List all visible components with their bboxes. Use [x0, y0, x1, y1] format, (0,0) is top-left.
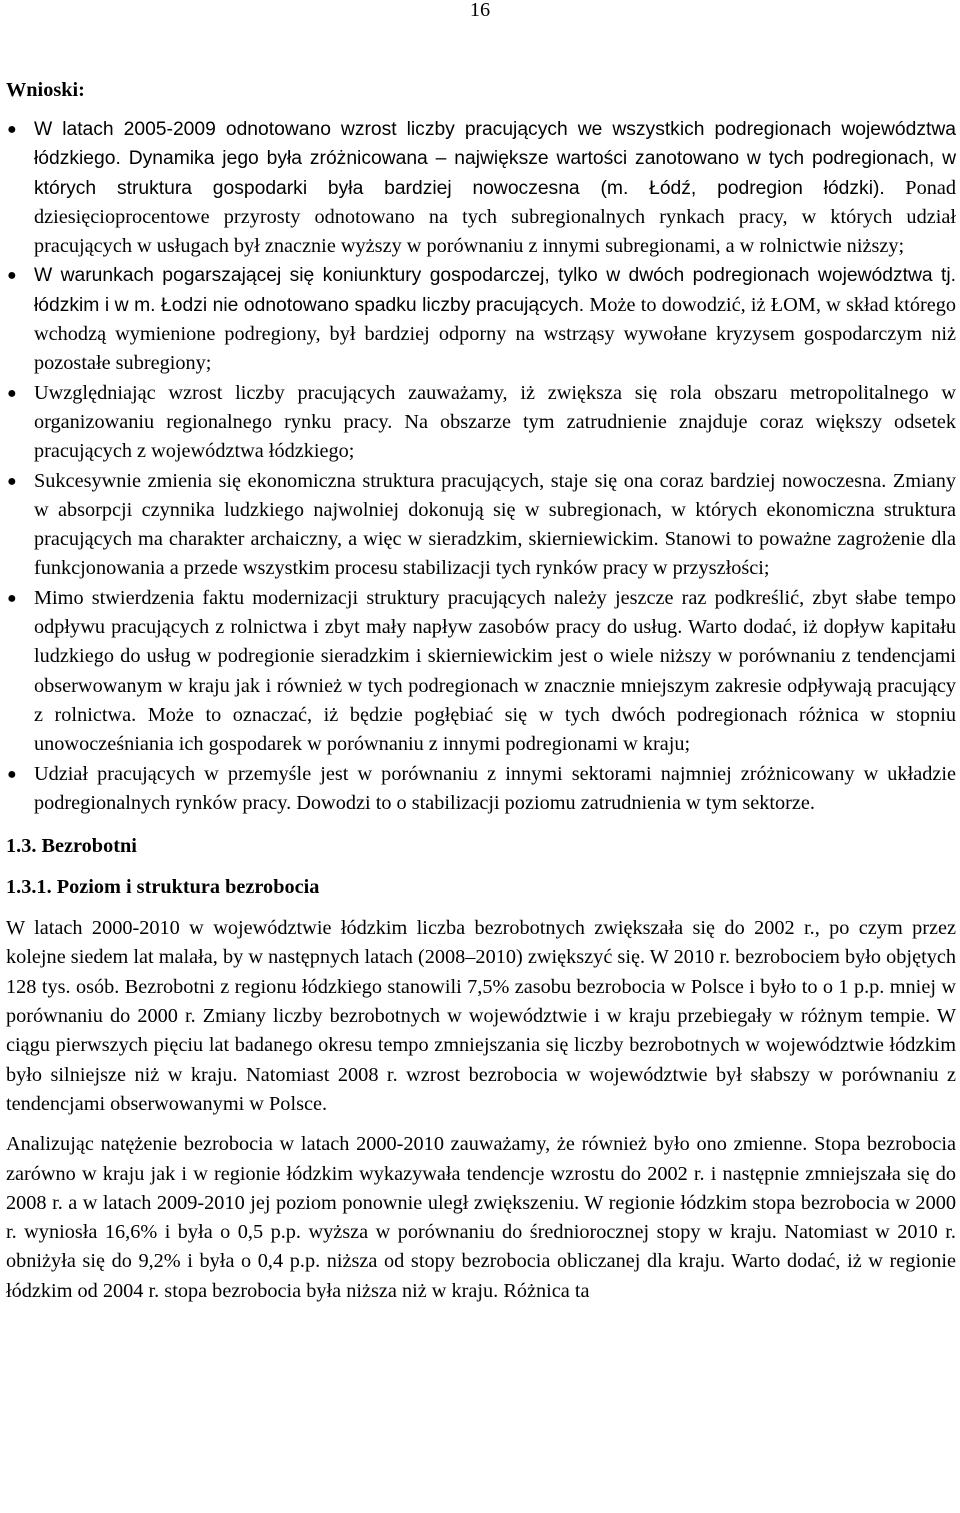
section-heading: 1.3. Bezrobotni: [6, 835, 137, 858]
conclusion-item: [6, 261, 956, 378]
conclusion-text: Warto dodać, iż dopływ kapitału ludzkiego do usług w podregionie sieradzkim i skierniewickim jest o wiele niższy w porównaniu z tendencjami obserwowanym w kraju jak i również w tych podregionach w znacznie mniejszym zakresie odpływają pracujący z rolnictwa. Może to oznaczać, iż będzie pogłębiać się w tych dwóch podregionach różnica w stopniu unowocześniania ich gospodarek w porównaniu z innymi podregionami w kraju;: [34, 616, 956, 756]
bullet-icon: ●: [7, 384, 17, 402]
conclusions-list: [6, 115, 956, 818]
page-number: 16: [469, 0, 491, 21]
paragraph: W latach 2000-2010 w województwie łódzkim liczba bezrobotnych zwiększała się do 2002 r., po czym przez kolejne siedem lat malała, by w następnych latach (2008–2010) zwiększyć się. W 2010 r. bezrobociem było objętych 128 tys. osób. Bezrobotni z regionu łódzkiego stanowili 7,5% zasobu bezrobocia w Polsce i było to o 1 p.p. mniej w porównaniu do 2000 r. Zmiany liczby bezrobotnych w województwie i w kraju przebiegały w różnym tempie. W ciągu pierwszych pięciu lat badanego okresu tempo zmniejszania się liczby bezrobotnych w województwie łódzkim było silniejsze niż w kraju. Natomiast 2008 r. wzrost bezrobocia w województwie był słabszy w porównaniu z tendencjami obserwowanymi w Polsce.: [6, 917, 956, 1115]
subsection-heading: 1.3.1. Poziom i struktura bezrobocia: [6, 876, 320, 899]
conclusion-text-sans: W latach 2005-2009 odnotowano wzrost liczby pracujących we wszystkich podregionach województwa łódzkiego. Dynamika jego była zróżnicowana – największe wartości zanotowano w tych podregionach, w których struktura gospodarki była bardziej nowoczesna (m. Łódź, podregion łódzki).: [34, 119, 956, 199]
conclusion-item: [6, 467, 956, 584]
document-body: [6, 76, 956, 1306]
conclusion-text: Na obszarze tym zatrudnienie znajduje coraz większy odsetek pracujących z województwa łódzkiego;: [34, 410, 957, 463]
bullet-icon: ●: [7, 589, 17, 607]
conclusion-text-a: Mimo stwierdzenia faktu modernizacji struktury pracujących należy jeszcze raz podkreślić, zbyt słabe tempo odpływu pracujących z rolnictwa i zbyt mały napływ zasobów pracy do usług.: [34, 586, 956, 639]
conclusion-text-a: Udział pracujących w przemyśle jest w porównaniu z innymi sektorami najmniej zróżnicowany w układzie podregionalnych rynków pracy.: [34, 762, 956, 814]
bullet-icon: ●: [7, 472, 17, 490]
conclusions-heading: Wnioski:: [6, 79, 85, 101]
conclusion-text-a: Sukcesywnie zmienia się ekonomiczna struktura pracujących, staje się ona coraz bardziej nowoczesna. Zmiany w absorpcji czynnika ludzkiego najwolniej dokonują się w subregionach, w których ekonomiczna struktura pracujących ma charakter archaiczny, a więc w sieradzkim, skierniewickim.: [34, 469, 956, 551]
conclusion-text: Dowodzi to o stabilizacji poziomu zatrudnienia w tym sektorze.: [291, 791, 815, 814]
conclusion-text: Może to dowodzić, iż ŁOM, w skład którego wchodzą wymienione podregiony, był bardziej odporny na wstrząsy wywołane kryzysem gospodarczym niż pozostałe subregiony;: [34, 293, 956, 375]
conclusion-text-a: Uwzględniając wzrost liczby pracujących zauważamy, iż zwiększa się rola obszaru metropolitalnego w organizowaniu regionalnego rynku pracy.: [34, 381, 956, 433]
paragraph: Analizując natężenie bezrobocia w latach 2000-2010 zauważamy, że również było ono zmienne. Stopa bezrobocia zarówno w kraju jak i w regionie łódzkim wykazywała tendencje wzrostu do 2002 r. i następnie zmniejszała się do 2008 r. a w latach 2009-2010 jej poziom ponownie uległ zwiększeniu. W regionie łódzkim stopa bezrobocia w 2000 r. wyniosła 16,6% i była o 0,5 p.p. wyższa w porównaniu do średniorocznej stopy w kraju. Natomiast w 2010 r. obniżyła się do 9,2% i była o 0,4 p.p. niższa od stopy bezrobocia obliczanej dla kraju. Warto dodać, iż w regionie łódzkim od 2004 r. stopa bezrobocia była niższa niż w kraju. Różnica ta: [6, 1133, 956, 1302]
conclusion-item: [6, 760, 956, 819]
bullet-icon: ●: [7, 267, 17, 285]
conclusion-text: Stanowi to poważne zagrożenie dla funkcjonowania a przede wszystkim procesu stabilizacji tych rynków pracy w przyszłości;: [34, 528, 956, 580]
conclusion-text: Ponad dziesięcioprocentowe przyrosty odnotowano na tych subregionalnych rynkach pracy, w których udział pracujących w usługach był znacznie wyższy w porównaniu z innymi subregionami, a w rolnictwie niższy;: [34, 176, 956, 258]
conclusion-item: [6, 584, 956, 760]
bullet-icon: ●: [7, 765, 17, 783]
bullet-icon: ●: [7, 121, 17, 138]
conclusion-text-sans: W warunkach pogarszającej się koniunktury gospodarczej, tylko w dwóch podregionach województwa tj. łódzkim i w m. Łodzi nie odnotowano spadku liczby pracujących.: [34, 265, 956, 316]
conclusion-item: [6, 379, 956, 467]
conclusion-item: [6, 115, 956, 261]
